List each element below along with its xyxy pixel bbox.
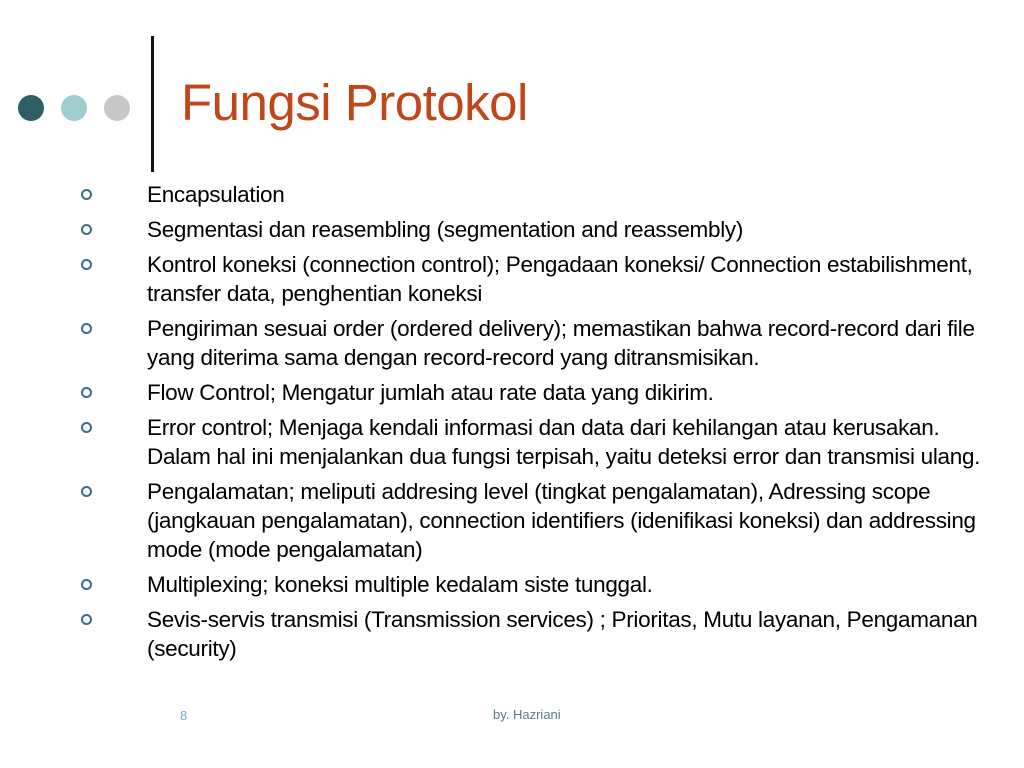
bullet-item xyxy=(0,605,1024,663)
bullet-circle-icon xyxy=(81,189,92,200)
bullet-circle-icon xyxy=(81,422,92,433)
bullet-text: Flow Control; Mengatur jumlah atau rate data yang dikirim. xyxy=(147,380,714,405)
bullet-circle-icon xyxy=(81,224,92,235)
bullet-list xyxy=(0,180,1024,669)
bullet-circle-icon xyxy=(81,323,92,334)
bullet-text: Segmentasi dan reasembling (segmentation and reassembly) xyxy=(147,217,744,242)
bullet-item xyxy=(0,215,1024,244)
decor-dot-dark-icon xyxy=(18,95,44,121)
bullet-item xyxy=(0,477,1024,564)
bullet-circle-icon xyxy=(81,579,92,590)
bullet-circle-icon xyxy=(81,259,92,270)
bullet-text: Pengiriman sesuai order (ordered delivery); memastikan bahwa record-record dari file yang diterima sama dengan record-record yang ditransmisikan. xyxy=(147,316,975,370)
bullet-item xyxy=(0,413,1024,471)
bullet-text: Pengalamatan; meliputi addresing level (tingkat pengalamatan), Adressing scope (jangkauan pengalamatan), connection identifiers (idenifikasi koneksi) dan addressing mode (mode pengalamatan) xyxy=(147,479,976,562)
bullet-text: Multiplexing; koneksi multiple kedalam siste tunggal. xyxy=(147,572,653,597)
bullet-circle-icon xyxy=(81,486,92,497)
bullet-item xyxy=(0,180,1024,209)
bullet-item xyxy=(0,570,1024,599)
bullet-text: Kontrol koneksi (connection control); Pengadaan koneksi/ Connection estabilishment, transfer data, penghentian koneksi xyxy=(147,252,973,306)
slide-title: Fungsi Protokol xyxy=(181,74,528,131)
bullet-text: Sevis-servis transmisi (Transmission services) ; Prioritas, Mutu layanan, Pengamanan (security) xyxy=(147,607,978,661)
decor-dot-gray-icon xyxy=(104,95,130,121)
footer-author: by. Hazriani xyxy=(493,707,561,722)
decor-dot-teal-icon xyxy=(61,95,87,121)
bullet-text: Encapsulation xyxy=(147,182,285,207)
bullet-item xyxy=(0,314,1024,372)
title-divider-line xyxy=(151,36,154,172)
slide-page-number: 8 xyxy=(180,708,188,723)
bullet-circle-icon xyxy=(81,387,92,398)
bullet-item xyxy=(0,378,1024,407)
bullet-circle-icon xyxy=(81,614,92,625)
bullet-item xyxy=(0,250,1024,308)
bullet-text: Error control; Menjaga kendali informasi dan data dari kehilangan atau kerusakan. Dalam hal ini menjalankan dua fungsi terpisah, yaitu deteksi error dan transmisi ulang. xyxy=(147,415,981,469)
